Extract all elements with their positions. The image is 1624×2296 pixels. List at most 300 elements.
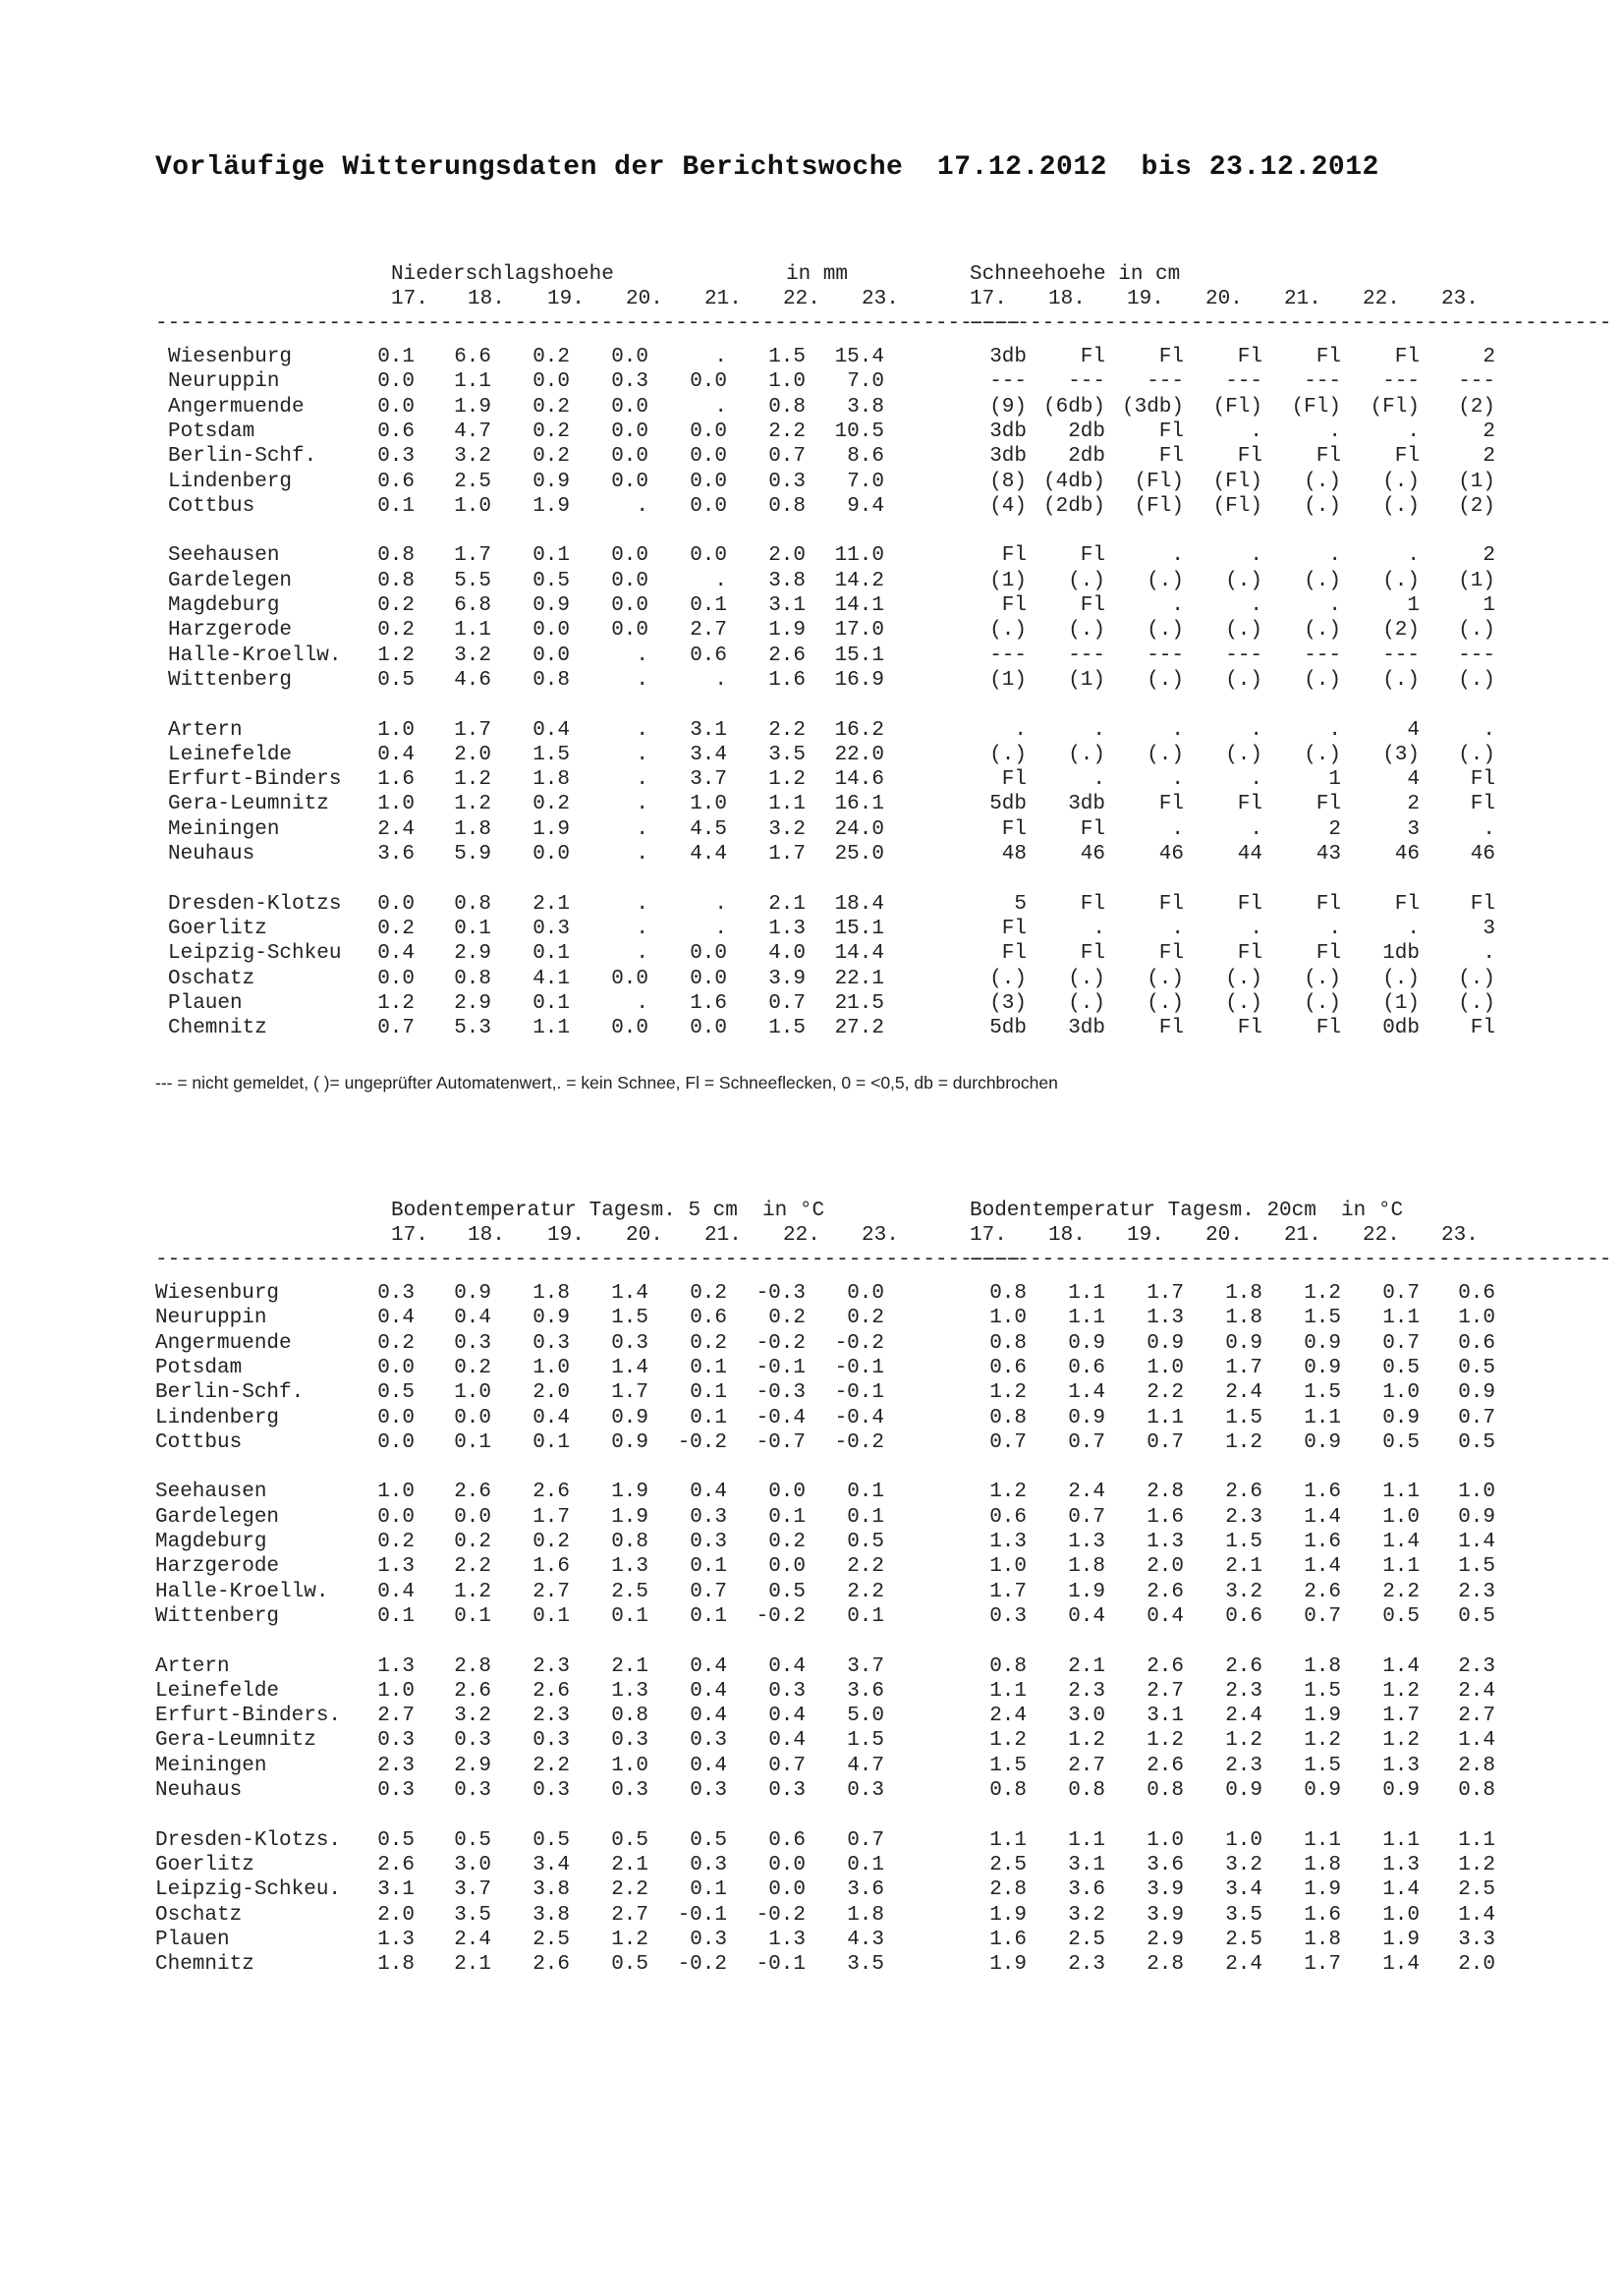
data-cell: 2.7	[1458, 1705, 1495, 1728]
data-cell: 2	[1407, 793, 1420, 816]
data-cell: Fl	[1080, 942, 1105, 966]
data-cell: 1.5	[1304, 1307, 1341, 1330]
data-cell: 3.6	[847, 1679, 884, 1703]
data-cell: 0.3	[532, 1729, 570, 1753]
data-cell: -0.2	[834, 1430, 884, 1454]
data-cell: 2.4	[377, 817, 415, 841]
station-name: Neuruppin	[168, 370, 280, 394]
data-cell: 0.1	[377, 1604, 415, 1628]
data-cell: Fl	[1237, 892, 1262, 916]
data-cell: 1.1	[1068, 1282, 1105, 1305]
data-cell: 0.8	[611, 1531, 648, 1553]
data-cell: 21.5	[834, 991, 884, 1015]
data-cell: -0.7	[756, 1430, 806, 1454]
data-cell: .	[1250, 420, 1262, 443]
data-cell: Fl	[1001, 942, 1027, 966]
data-cell: 0.8	[454, 967, 491, 990]
divider: ----------------------------------------------------	[968, 1249, 1612, 1271]
data-cell: 0.1	[690, 1555, 727, 1579]
data-cell: 0.6	[1458, 1331, 1495, 1355]
data-cell: 0.0	[377, 892, 415, 916]
data-cell: 0.1	[611, 1604, 648, 1628]
data-cell: 2.6	[1225, 1654, 1262, 1678]
data-cell: 1.0	[1458, 1481, 1495, 1504]
data-cell: (.)	[1225, 569, 1262, 592]
data-cell: 4.3	[847, 1928, 884, 1951]
station-name: Erfurt-Binders.	[155, 1705, 342, 1728]
data-cell: 2.5	[454, 470, 491, 493]
data-cell: 0.8	[989, 1331, 1027, 1355]
data-cell: 2.4	[1225, 1953, 1262, 1977]
data-cell: 0.3	[690, 1853, 727, 1876]
data-cell: 1.9	[611, 1481, 648, 1504]
data-cell: 0.4	[377, 1580, 415, 1603]
data-cell: 3.5	[768, 743, 806, 766]
data-cell: 11.0	[834, 544, 884, 568]
data-cell: 1.2	[768, 768, 806, 792]
data-cell: .	[1092, 768, 1105, 792]
data-cell: (6db)	[1042, 395, 1105, 419]
data-cell: 1.7	[989, 1580, 1027, 1603]
data-cell: (.)	[1225, 743, 1262, 766]
data-cell: 0.4	[768, 1654, 806, 1678]
data-cell: -0.2	[834, 1331, 884, 1355]
data-cell: 2.2	[454, 1555, 491, 1579]
station-name: Oschatz	[155, 1903, 243, 1927]
data-cell: 14.4	[834, 942, 884, 966]
day-header: 22.	[783, 1224, 820, 1247]
data-cell: 1.2	[1382, 1679, 1420, 1703]
data-cell: 0.1	[454, 917, 491, 940]
data-cell: Fl	[1394, 346, 1420, 368]
data-cell: 0.7	[1147, 1430, 1184, 1454]
data-cell: -0.1	[834, 1356, 884, 1379]
data-cell: (Fl)	[1370, 395, 1420, 419]
data-cell: (.)	[1068, 967, 1105, 990]
data-cell: 2.8	[454, 1654, 491, 1678]
data-cell: 0.8	[989, 1654, 1027, 1678]
data-cell: .	[1092, 718, 1105, 742]
data-cell: Fl	[1158, 346, 1184, 368]
data-cell: -0.4	[756, 1406, 806, 1429]
data-cell: 1.4	[611, 1282, 648, 1305]
data-cell: 2.0	[1458, 1953, 1495, 1977]
data-cell: 0.0	[690, 942, 727, 966]
data-cell: .	[1328, 420, 1341, 443]
data-cell: 2.4	[1225, 1381, 1262, 1405]
data-cell: 0.5	[611, 1953, 648, 1977]
data-cell: 4	[1407, 718, 1420, 742]
station-name: Goerlitz	[155, 1853, 254, 1876]
data-cell: 1.5	[1304, 1381, 1341, 1405]
data-cell: 0.3	[611, 370, 648, 394]
data-cell: 0.3	[690, 1729, 727, 1753]
station-name: Leipzig-Schkeu	[168, 942, 342, 966]
data-cell: Fl	[1001, 817, 1027, 841]
data-cell: 1.0	[454, 1381, 491, 1405]
station-name: Leipzig-Schkeu.	[155, 1878, 342, 1902]
data-cell: 2.5	[989, 1853, 1027, 1876]
data-cell: 6.8	[454, 594, 491, 617]
data-cell: 1.5	[1225, 1531, 1262, 1553]
data-cell: (4db)	[1042, 470, 1105, 493]
data-cell: 2.6	[532, 1953, 570, 1977]
data-cell: Fl	[1237, 346, 1262, 368]
header-right: Schneehoehe in cm	[970, 263, 1181, 286]
data-cell: 1.1	[1147, 1406, 1184, 1429]
data-cell: (.)	[1068, 991, 1105, 1015]
data-cell: 0.6	[1458, 1282, 1495, 1305]
data-cell: 2.2	[532, 1754, 570, 1777]
data-cell: 2.2	[611, 1878, 648, 1902]
data-cell: 0.3	[847, 1779, 884, 1802]
data-cell: 3.2	[1068, 1903, 1105, 1927]
data-cell: 1.8	[1304, 1853, 1341, 1876]
data-cell: 0.7	[1304, 1604, 1341, 1628]
data-cell: 0.3	[690, 1505, 727, 1529]
data-cell: 0.5	[532, 569, 570, 592]
data-cell: 4.1	[532, 967, 570, 990]
data-cell: 1.2	[1147, 1729, 1184, 1753]
data-cell: 1.6	[1304, 1531, 1341, 1553]
data-cell: 18.4	[834, 892, 884, 916]
station-name: Angermuende	[168, 395, 305, 419]
data-cell: 1.3	[377, 1555, 415, 1579]
data-cell: 1.2	[611, 1928, 648, 1951]
data-cell: 1.9	[454, 395, 491, 419]
data-cell: .	[1407, 420, 1420, 443]
data-cell: 3.8	[532, 1878, 570, 1902]
data-cell: 0.4	[690, 1481, 727, 1504]
data-cell: 2.6	[1147, 1580, 1184, 1603]
data-cell: 0.3	[532, 1779, 570, 1802]
data-cell: 2	[1483, 445, 1495, 469]
data-cell: (.)	[989, 967, 1027, 990]
data-cell: 0.4	[690, 1679, 727, 1703]
data-cell: (.)	[1304, 494, 1341, 518]
data-cell: (Fl)	[1134, 470, 1184, 493]
data-cell: 2.9	[454, 1754, 491, 1777]
data-cell: 0.4	[768, 1705, 806, 1728]
data-cell: 1.5	[989, 1754, 1027, 1777]
data-cell: -0.2	[677, 1953, 727, 1977]
data-cell: 0.3	[690, 1779, 727, 1802]
data-cell: 1.7	[1382, 1705, 1420, 1728]
data-cell: 1.3	[1147, 1531, 1184, 1553]
data-cell: 1.3	[989, 1531, 1027, 1553]
data-cell: 2	[1483, 544, 1495, 568]
data-cell: 0.7	[768, 991, 806, 1015]
data-cell: (.)	[1304, 991, 1341, 1015]
data-cell: 0.0	[611, 544, 648, 568]
data-cell: 0.2	[377, 1531, 415, 1553]
data-cell: 1.1	[454, 370, 491, 394]
data-cell: 1.2	[1068, 1729, 1105, 1753]
data-cell: 3.6	[1068, 1878, 1105, 1902]
station-name: Potsdam	[168, 420, 255, 443]
data-cell: 1.7	[454, 544, 491, 568]
data-cell: 0.3	[532, 917, 570, 940]
data-cell: ---	[989, 644, 1027, 667]
data-cell: .	[1250, 768, 1262, 792]
data-cell: 3.5	[1225, 1903, 1262, 1927]
data-cell: (Fl)	[1134, 494, 1184, 518]
data-cell: 1.3	[1147, 1307, 1184, 1330]
data-cell: 2.8	[1458, 1754, 1495, 1777]
header-left: Bodentemperatur Tagesm. 5 cm in °C	[391, 1200, 825, 1222]
data-cell: .	[636, 793, 648, 816]
data-cell: 1.8	[532, 1282, 570, 1305]
data-cell: (.)	[1458, 991, 1495, 1015]
data-cell: 0.8	[377, 544, 415, 568]
data-cell: 0.0	[690, 1017, 727, 1040]
data-cell: 0.0	[847, 1282, 884, 1305]
data-cell: 2.0	[532, 1381, 570, 1405]
data-cell: (.)	[1225, 967, 1262, 990]
data-cell: (1)	[1458, 470, 1495, 493]
data-cell: (4)	[989, 494, 1027, 518]
data-cell: 0.1	[690, 1381, 727, 1405]
data-cell: 1.2	[454, 793, 491, 816]
data-cell: ---	[1458, 644, 1495, 667]
day-header: 20.	[626, 288, 663, 310]
data-cell: 1.9	[532, 817, 570, 841]
data-cell: 0.7	[1458, 1406, 1495, 1429]
data-cell: 0.1	[847, 1604, 884, 1628]
data-cell: 1.8	[847, 1903, 884, 1927]
data-cell: 0.0	[690, 470, 727, 493]
data-cell: .	[636, 718, 648, 742]
day-header: 20.	[1205, 288, 1243, 310]
data-cell: 1.1	[989, 1828, 1027, 1852]
data-cell: Fl	[1237, 942, 1262, 966]
data-cell: Fl	[1316, 346, 1341, 368]
data-cell: 2.0	[377, 1903, 415, 1927]
data-cell: ---	[1068, 644, 1105, 667]
data-cell: 0.8	[377, 569, 415, 592]
data-cell: 1.0	[1147, 1828, 1184, 1852]
data-cell: 0.0	[611, 569, 648, 592]
data-cell: 1.9	[1304, 1705, 1341, 1728]
data-cell: (3)	[1382, 743, 1420, 766]
data-cell: 0.7	[690, 1580, 727, 1603]
data-cell: 1.8	[1304, 1928, 1341, 1951]
data-cell: Fl	[1158, 892, 1184, 916]
data-cell: 5db	[989, 1017, 1027, 1040]
data-cell: 3.6	[1147, 1853, 1184, 1876]
data-cell: ---	[989, 370, 1027, 394]
data-cell: 0.1	[847, 1853, 884, 1876]
data-cell: (Fl)	[1212, 494, 1262, 518]
data-cell: 3.2	[454, 644, 491, 667]
station-name: Chemnitz	[168, 1017, 267, 1040]
station-name: Angermuende	[155, 1331, 292, 1355]
station-name: Magdeburg	[168, 594, 280, 617]
data-cell: 0.2	[768, 1531, 806, 1553]
day-header: 17.	[970, 288, 1007, 310]
data-cell: 0.2	[377, 619, 415, 643]
data-cell: 0.1	[690, 1604, 727, 1628]
legend-text: --- = nicht gemeldet, ( )= ungeprüfter Automatenwert,. = kein Schnee, Fl = Schneeflecken, 0 = <0,5, db = durchbrochen	[155, 1073, 1058, 1092]
data-cell: 1.2	[377, 644, 415, 667]
data-cell: 1.8	[1225, 1307, 1262, 1330]
station-name: Wiesenburg	[168, 346, 293, 368]
data-cell: -0.1	[756, 1953, 806, 1977]
data-cell: 3.5	[847, 1953, 884, 1977]
data-cell: Fl	[1158, 445, 1184, 469]
station-name: Harzgerode	[168, 619, 293, 643]
data-cell: 4	[1407, 768, 1420, 792]
data-cell: -0.3	[756, 1381, 806, 1405]
data-cell: .	[714, 668, 727, 692]
data-cell: 3	[1483, 917, 1495, 940]
station-name: Wittenberg	[155, 1604, 280, 1628]
data-cell: Fl	[1470, 1017, 1495, 1040]
data-cell: 0.7	[1068, 1505, 1105, 1529]
data-cell: .	[1250, 917, 1262, 940]
data-cell: 0.1	[532, 991, 570, 1015]
data-cell: 5.9	[454, 843, 491, 866]
data-cell: 15.4	[834, 346, 884, 368]
data-cell: 1.2	[1304, 1282, 1341, 1305]
data-cell: 0.3	[454, 1779, 491, 1802]
data-cell: .	[636, 991, 648, 1015]
day-header: 22.	[1363, 1224, 1400, 1247]
data-cell: 4.4	[690, 843, 727, 866]
station-name: Oschatz	[168, 967, 255, 990]
data-cell: 1.0	[1382, 1505, 1420, 1529]
data-cell: 1.1	[532, 1017, 570, 1040]
data-cell: 0.7	[847, 1828, 884, 1852]
data-cell: (3)	[989, 991, 1027, 1015]
data-cell: 0.1	[768, 1505, 806, 1529]
data-cell: 0.4	[532, 718, 570, 742]
station-name: Magdeburg	[155, 1531, 267, 1553]
data-cell: 48	[1001, 843, 1027, 866]
data-cell: 0.1	[532, 1430, 570, 1454]
data-cell: (.)	[1304, 470, 1341, 493]
data-cell: 0.1	[454, 1430, 491, 1454]
station-name: Dresden-Klotzs	[168, 892, 342, 916]
station-name: Halle-Kroellw.	[155, 1580, 329, 1603]
data-cell: 1.0	[989, 1555, 1027, 1579]
day-header: 22.	[1363, 288, 1400, 310]
data-cell: (.)	[1382, 967, 1420, 990]
data-cell: 0.6	[690, 1307, 727, 1330]
data-cell: Fl	[1080, 892, 1105, 916]
data-cell: 1.8	[1304, 1654, 1341, 1678]
data-cell: 43	[1316, 843, 1341, 866]
day-header: 23.	[862, 288, 899, 310]
data-cell: .	[1407, 544, 1420, 568]
data-cell: 46	[1394, 843, 1420, 866]
data-cell: 0.9	[532, 1307, 570, 1330]
data-cell: (1)	[1068, 668, 1105, 692]
data-cell: Fl	[1158, 942, 1184, 966]
data-cell: (.)	[1304, 743, 1341, 766]
data-cell: 0.3	[377, 1282, 415, 1305]
data-cell: 1	[1328, 768, 1341, 792]
day-header: 21.	[704, 1224, 742, 1247]
data-cell: .	[714, 892, 727, 916]
data-cell: 2.1	[611, 1853, 648, 1876]
data-cell: .	[1328, 594, 1341, 617]
data-cell: ---	[1304, 644, 1341, 667]
data-cell: 0.7	[377, 1017, 415, 1040]
data-cell: 1.8	[532, 768, 570, 792]
day-header: 19.	[547, 288, 585, 310]
data-cell: 2.6	[1147, 1754, 1184, 1777]
data-cell: 1.9	[1068, 1580, 1105, 1603]
station-name: Artern	[168, 718, 243, 742]
station-name: Seehausen	[155, 1481, 267, 1504]
data-cell: 0.9	[1225, 1779, 1262, 1802]
data-cell: 3.6	[377, 843, 415, 866]
data-cell: .	[1171, 817, 1184, 841]
data-cell: .	[636, 494, 648, 518]
data-cell: 1.4	[1458, 1531, 1495, 1553]
data-cell: 1.6	[690, 991, 727, 1015]
day-header: 21.	[704, 288, 742, 310]
data-cell: 3db	[989, 346, 1027, 368]
data-cell: 3.7	[690, 768, 727, 792]
data-cell: 0.4	[454, 1307, 491, 1330]
station-name: Goerlitz	[168, 917, 267, 940]
data-cell: (.)	[989, 743, 1027, 766]
station-name: Berlin-Schf.	[168, 445, 317, 469]
data-cell: 2.5	[1458, 1878, 1495, 1902]
data-cell: 1.4	[1068, 1381, 1105, 1405]
data-cell: .	[1328, 917, 1341, 940]
data-cell: 2.6	[768, 644, 806, 667]
data-cell: (.)	[1458, 668, 1495, 692]
data-cell: 0.0	[377, 1505, 415, 1529]
data-cell: 2.0	[768, 544, 806, 568]
data-cell: (2)	[1458, 494, 1495, 518]
data-cell: 1.2	[454, 768, 491, 792]
data-cell: (.)	[989, 619, 1027, 643]
data-cell: Fl	[1316, 892, 1341, 916]
data-cell: .	[636, 644, 648, 667]
data-cell: 3.2	[454, 445, 491, 469]
data-cell: 3.7	[454, 1878, 491, 1902]
day-header: 19.	[1127, 288, 1164, 310]
data-cell: 2.3	[1458, 1654, 1495, 1678]
data-cell: 0.4	[768, 1729, 806, 1753]
station-name: Gardelegen	[168, 569, 293, 592]
station-name: Wiesenburg	[155, 1282, 280, 1305]
data-cell: 2.6	[1304, 1580, 1341, 1603]
data-cell: Fl	[1470, 793, 1495, 816]
data-cell: 4.0	[768, 942, 806, 966]
data-cell: 0.5	[454, 1828, 491, 1852]
data-cell: 0.8	[611, 1705, 648, 1728]
data-cell: ---	[1458, 370, 1495, 394]
data-cell: 22.1	[834, 967, 884, 990]
data-cell: 2.7	[1147, 1679, 1184, 1703]
station-name: Leinefelde	[155, 1679, 280, 1703]
data-cell: 0.0	[690, 967, 727, 990]
data-cell: 1.9	[768, 619, 806, 643]
data-cell: 2.5	[532, 1928, 570, 1951]
data-cell: 1.0	[989, 1307, 1027, 1330]
data-cell: .	[1407, 917, 1420, 940]
data-cell: .	[1171, 594, 1184, 617]
data-cell: 1.8	[1225, 1282, 1262, 1305]
data-cell: .	[714, 395, 727, 419]
day-header: 17.	[391, 288, 428, 310]
data-cell: 3.7	[847, 1654, 884, 1678]
